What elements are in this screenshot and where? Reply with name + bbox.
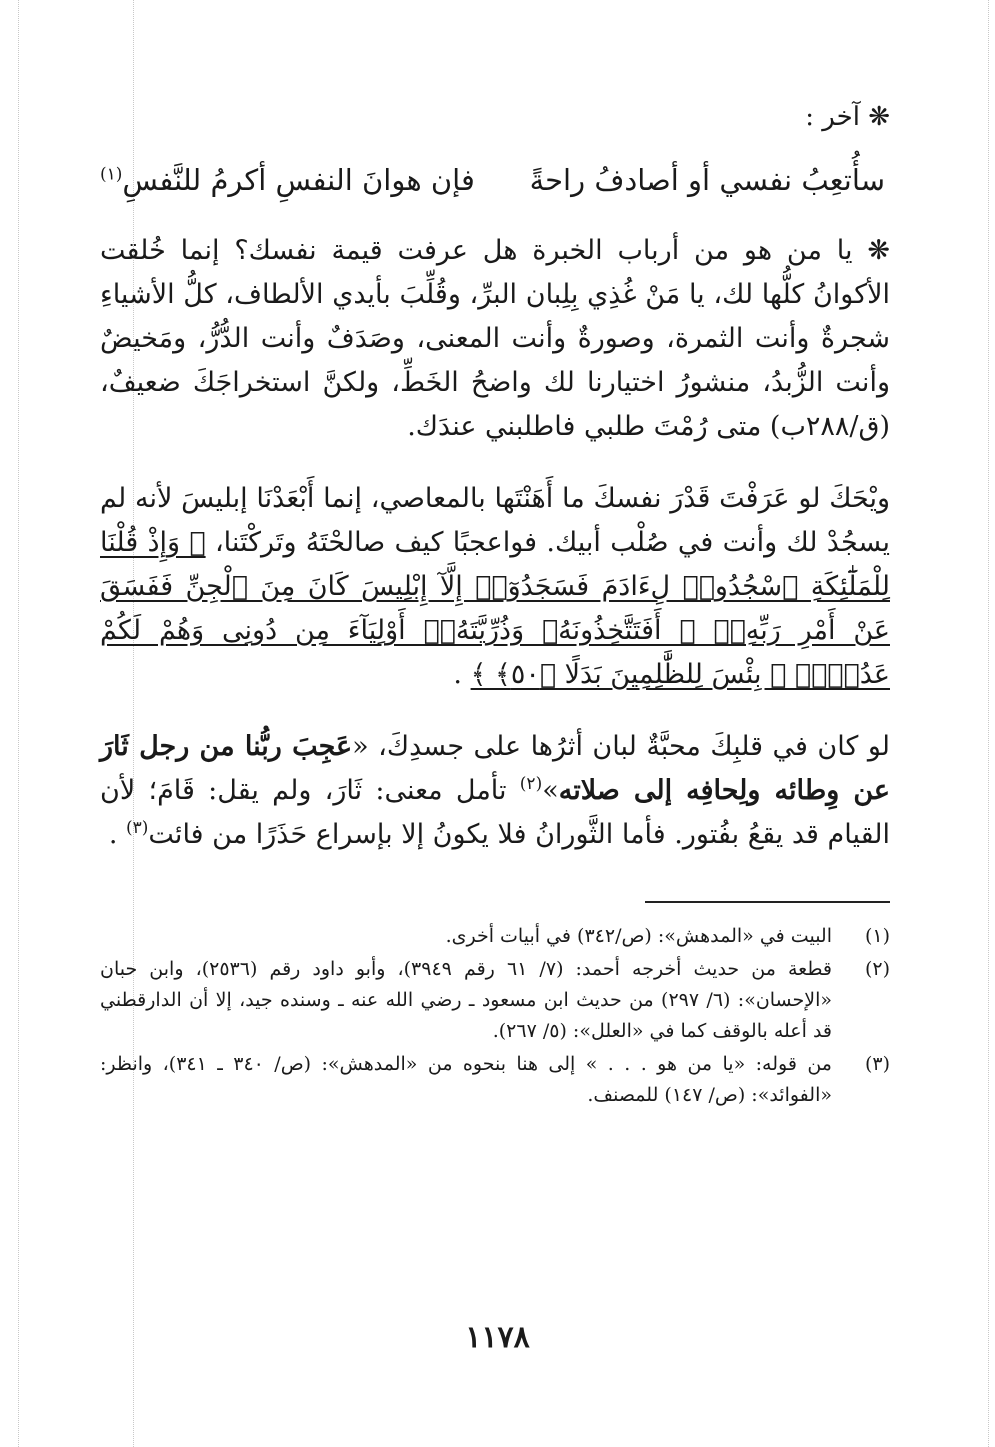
poetry-verse: [100, 157, 890, 203]
paragraph-iblis: [100, 477, 890, 697]
paragraph-love-intro: لو كان في قلبِكَ محبَّةٌ لبان أثرُها على جسدِكَ، «: [352, 731, 890, 762]
paragraph-knowledge: ❋ يا من هو من أرباب الخبرة هل عرفت قيمة نفسك؟ إنما خُلقت الأكوانُ كلُّها لك، يا مَنْ غُذِي بِلِبان البرِّ، وقُلِّبَ بأيدي الألطاف، كلُّ الأشياءِ شجرةٌ وأنت الثمرة، وصورةٌ وأنت المعنى، وصَدَفٌ وأنت الدُّرُّ، ومَخيضٌ وأنت الزُّبدُ، منشورُ اختيارنا لك واضحُ الخَطِّ، ولكنَّ استخراجَكَ ضعيفٌ، (ق/٢٨٨ب) متى رُمْتَ طلبي فاطلبني عندَك.: [100, 235, 890, 442]
footnote-text: من قوله: «يا من هو . . . » إلى هنا بنحوه من «المدهش»: (ص/ ٣٤٠ ـ ٣٤١)، وانظر: «الفوائد»: (ص/ ١٤٧) للمصنف.: [100, 1053, 832, 1106]
footnote-ref-3[interactable]: (٣): [126, 818, 149, 838]
page-number: ١١٧٨: [465, 1320, 530, 1355]
hadith-close-quote: »: [542, 775, 559, 806]
scan-border-left: [18, 0, 19, 1447]
paragraph-iblis-text: ويْحَكَ لو عَرَفْتَ قَدْرَ نفسكَ ما أَهَنْتَها بالمعاصي، إنما أَبْعَدْنَا إبليسَ لأنه لم يسجُدْ لك وأنت في صُلْب أبيك. فواعجبًا كيف صالحْتَهُ وتَركْتَنا،: [100, 483, 890, 558]
footnote-ref-1[interactable]: (١): [100, 164, 123, 185]
paragraph-love: [100, 725, 890, 857]
book-page: [100, 95, 890, 1113]
footnote-text: قطعة من حديث أخرجه أحمد: (٧/ ٦١ رقم ٣٩٤٩)، وأبو داود رقم (٢٥٣٦)، وابن حبان «الإحسان»: (٦/ ٢٩٧) من حديث ابن مسعود ـ رضي الله عنه ـ وسنده جيد، إلا أن الدارقطني قد أعله بالوقف كما في «العلل»: (٥/ ٢٦٧).: [100, 958, 832, 1042]
footnote-number: (٣): [864, 1053, 890, 1075]
paragraph-love-body: تأمل معنى: ثَارَ، ولم يقل: قَامَ؛ لأن القيام قد يقعُ بفُتور. فأما الثَّورانُ فلا يكونُ إلا بإسراع حَذَرًا من فائت: [100, 775, 890, 850]
footnote-item: [100, 1049, 890, 1111]
paragraph-iblis-end: .: [453, 659, 471, 690]
footnote-ref-2[interactable]: (٢): [519, 774, 543, 794]
hadith-text: عَجِبَ ربُّنا من رجل ثَارَ عن وِطائه ولِحافِه إلى صلاته: [100, 731, 890, 806]
footnote-number: (٢): [864, 958, 890, 980]
footnotes-section: [100, 921, 890, 1111]
quran-verse: ﴿ وَإِذْ قُلْنَا لِلْمَلَٰٓئِكَةِ ٱسْجُدُوا۟ لِءَادَمَ فَسَجَدُوٓا۟ إِلَّآ إِبْلِيسَ كَانَ مِنَ ٱلْجِنِّ فَفَسَقَ عَنْ أَمْرِ رَبِّهِۦٓ ۗ أَفَتَتَّخِذُونَهُۥ وَذُرِّيَّتَهُۥٓ أَوْلِيَآءَ مِن دُونِى وَهُمْ لَكُمْ عَدُوٌّۢ ۚ بِئْسَ لِلظَّٰلِمِينَ بَدَلًا ﴿٥٠﴾ ﴾: [100, 527, 890, 690]
footnote-number: (١): [864, 925, 890, 947]
scan-border-right: [988, 0, 989, 1447]
verse-first-hemistich: سأُتعِبُ نفسي أو أصادفُ راحةً: [529, 163, 885, 197]
footnote-text: البيت في «المدهش»: (ص/٣٤٢) في أبيات أخرى.: [445, 925, 832, 947]
footnote-separator: [645, 901, 890, 903]
section-heading: ❋ آخر :: [805, 102, 890, 132]
paragraph-love-end: .: [108, 819, 126, 850]
verse-second-hemistich: فإن هوانَ النفسِ أكرمُ للنَّفسِ$^{(١)}$: [100, 163, 475, 197]
footnote-item: [100, 921, 890, 952]
footnote-item: [100, 954, 890, 1047]
